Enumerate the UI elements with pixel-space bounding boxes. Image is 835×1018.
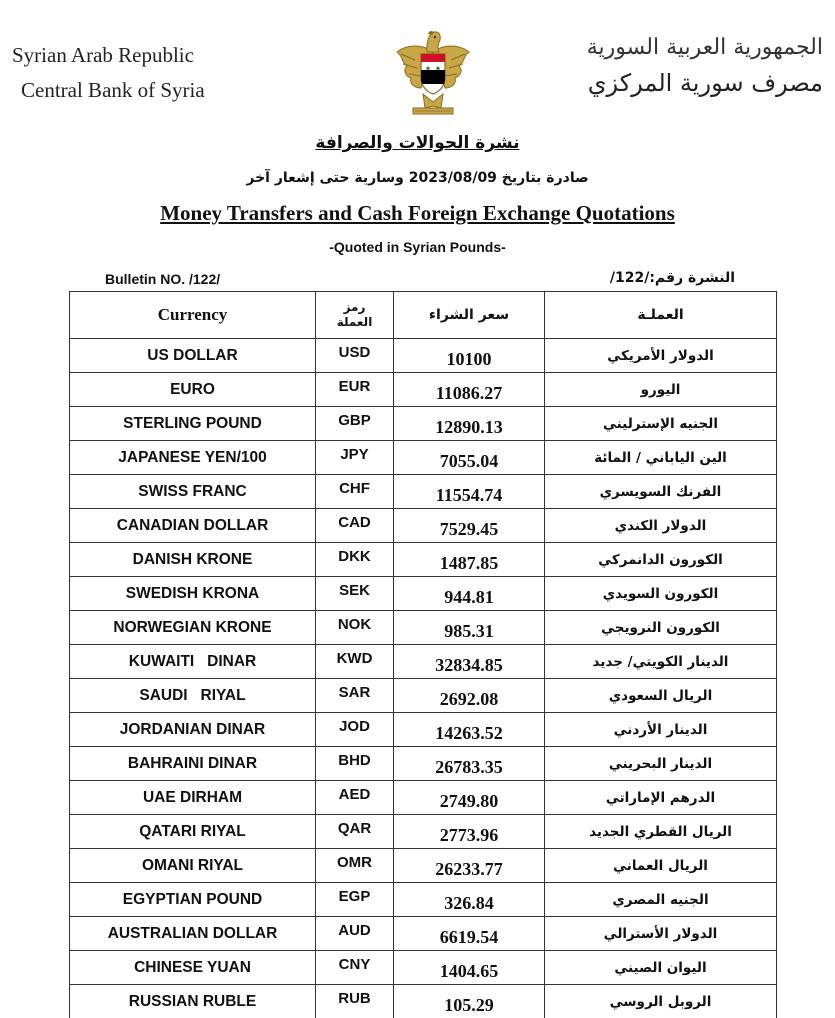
- table-row: [70, 373, 777, 407]
- currency-code: JPY: [316, 441, 394, 475]
- currency-name-en: OMANI RIYAL: [70, 849, 316, 883]
- currency-code: OMR: [316, 849, 394, 883]
- table-row: [70, 849, 777, 883]
- currency-name-en: SWISS FRANC: [70, 475, 316, 509]
- bulletin-number-ar: النشرة رقم:/122/: [609, 270, 735, 286]
- quoted-currency-note: -Quoted in Syrian Pounds-: [329, 239, 506, 255]
- table-row: [70, 747, 777, 781]
- currency-name-ar: الكورون النرويجي: [545, 611, 777, 645]
- table-row: [70, 407, 777, 441]
- currency-name-en: STERLING POUND: [70, 407, 316, 441]
- currency-name-en: UAE DIRHAM: [70, 781, 316, 815]
- currency-name-ar: الريال السعودي: [545, 679, 777, 713]
- buy-rate: 1404.65: [394, 951, 545, 985]
- table-row: [70, 815, 777, 849]
- buy-rate: 7055.04: [394, 441, 545, 475]
- currency-name-en: DANISH KRONE: [70, 543, 316, 577]
- header-buy-rate: سعر الشراء: [394, 292, 545, 339]
- currency-name-en: US DOLLAR: [70, 339, 316, 373]
- currency-name-ar: الجنيه الإسترليني: [545, 407, 777, 441]
- table-row: [70, 475, 777, 509]
- currency-name-ar: اليورو: [545, 373, 777, 407]
- exchange-rates-table: [69, 291, 777, 1018]
- currency-name-ar: الريال العماني: [545, 849, 777, 883]
- header-code-line1: رمز: [343, 300, 366, 314]
- currency-name-ar: الدولار الأمريكي: [545, 339, 777, 373]
- currency-name-en: KUWAITI DINAR: [70, 645, 316, 679]
- currency-code: BHD: [316, 747, 394, 781]
- table-row: [70, 577, 777, 611]
- currency-name-en: SWEDISH KRONA: [70, 577, 316, 611]
- currency-name-ar: الدينار الكويتي/ جديد: [545, 645, 777, 679]
- currency-name-en: JORDANIAN DINAR: [70, 713, 316, 747]
- currency-name-ar: الكورون الدانمركي: [545, 543, 777, 577]
- table-row: [70, 713, 777, 747]
- currency-code: GBP: [316, 407, 394, 441]
- country-name-en: Syrian Arab Republic: [12, 43, 194, 67]
- currency-name-ar: الدولار الأسترالي: [545, 917, 777, 951]
- currency-name-en: CANADIAN DOLLAR: [70, 509, 316, 543]
- currency-name-en: SAUDI RIYAL: [70, 679, 316, 713]
- buy-rate: 2692.08: [394, 679, 545, 713]
- table-row: [70, 679, 777, 713]
- buy-rate: 105.29: [394, 985, 545, 1018]
- table-row: [70, 441, 777, 475]
- buy-rate: 26233.77: [394, 849, 545, 883]
- table-row: [70, 509, 777, 543]
- buy-rate: 7529.45: [394, 509, 545, 543]
- currency-code: USD: [316, 339, 394, 373]
- table-row: [70, 645, 777, 679]
- bank-name-en: Central Bank of Syria: [21, 78, 205, 102]
- buy-rate: 14263.52: [394, 713, 545, 747]
- buy-rate: 26783.35: [394, 747, 545, 781]
- header-currency-code: [316, 292, 394, 339]
- bulletin-number-en: Bulletin NO. /122/: [105, 271, 221, 287]
- country-name-ar: الجمهورية العربية السورية: [586, 35, 823, 60]
- currency-name-ar: الدرهم الإماراتي: [545, 781, 777, 815]
- buy-rate: 2749.80: [394, 781, 545, 815]
- header-currency: Currency: [70, 292, 316, 339]
- table-row: [70, 611, 777, 645]
- currency-name-en: RUSSIAN RUBLE: [70, 985, 316, 1018]
- buy-rate: 10100: [394, 339, 545, 373]
- currency-code: RUB: [316, 985, 394, 1018]
- currency-code: EGP: [316, 883, 394, 917]
- eagle-emblem-icon: [393, 22, 473, 122]
- currency-code: CAD: [316, 509, 394, 543]
- currency-name-ar: الجنيه المصري: [545, 883, 777, 917]
- buy-rate: 11086.27: [394, 373, 545, 407]
- currency-name-ar: الدولار الكندي: [545, 509, 777, 543]
- currency-name-en: BAHRAINI DINAR: [70, 747, 316, 781]
- currency-name-ar: الين الياباني / المائة: [545, 441, 777, 475]
- currency-name-en: AUSTRALIAN DOLLAR: [70, 917, 316, 951]
- currency-name-en: NORWEGIAN KRONE: [70, 611, 316, 645]
- buy-rate: 985.31: [394, 611, 545, 645]
- table-row: [70, 339, 777, 373]
- currency-name-en: QATARI RIYAL: [70, 815, 316, 849]
- currency-name-ar: الريال القطري الجديد: [545, 815, 777, 849]
- currency-name-ar: الفرنك السويسري: [545, 475, 777, 509]
- currency-code: CNY: [316, 951, 394, 985]
- currency-code: CHF: [316, 475, 394, 509]
- bulletin-title-ar-text: نشرة الحوالات والصرافة: [315, 133, 520, 153]
- table-row: [70, 985, 777, 1018]
- table-row: [70, 917, 777, 951]
- currency-name-en: EGYPTIAN POUND: [70, 883, 316, 917]
- currency-code: SEK: [316, 577, 394, 611]
- buy-rate: 1487.85: [394, 543, 545, 577]
- header-code-line2: العملة: [336, 315, 373, 329]
- buy-rate: 12890.13: [394, 407, 545, 441]
- currency-code: EUR: [316, 373, 394, 407]
- currency-name-ar: الكورون السويدي: [545, 577, 777, 611]
- currency-name-ar: الروبل الروسي: [545, 985, 777, 1018]
- table-header-row: [70, 292, 777, 339]
- buy-rate: 6619.54: [394, 917, 545, 951]
- currency-name-en: JAPANESE YEN/100: [70, 441, 316, 475]
- table-row: [70, 951, 777, 985]
- currency-code: JOD: [316, 713, 394, 747]
- arabic-letterhead: [586, 30, 823, 100]
- buy-rate: 326.84: [394, 883, 545, 917]
- table-row: [70, 543, 777, 577]
- currency-code: QAR: [316, 815, 394, 849]
- english-letterhead: [12, 38, 242, 108]
- currency-name-ar: الدينار البحريني: [545, 747, 777, 781]
- currency-code: NOK: [316, 611, 394, 645]
- currency-name-ar: الدينار الأردني: [545, 713, 777, 747]
- currency-name-en: CHINESE YUAN: [70, 951, 316, 985]
- currency-name-ar: اليوان الصيني: [545, 951, 777, 985]
- bulletin-title-ar: [0, 131, 835, 155]
- currency-code: AED: [316, 781, 394, 815]
- currency-code: SAR: [316, 679, 394, 713]
- buy-rate: 32834.85: [394, 645, 545, 679]
- bulletin-title-en-text: Money Transfers and Cash Foreign Exchange Quotations: [160, 201, 675, 225]
- buy-rate: 944.81: [394, 577, 545, 611]
- header-currency-ar: العملـة: [545, 292, 777, 339]
- table-row: [70, 781, 777, 815]
- buy-rate: 2773.96: [394, 815, 545, 849]
- currency-code: AUD: [316, 917, 394, 951]
- currency-code: DKK: [316, 543, 394, 577]
- currency-code: KWD: [316, 645, 394, 679]
- bulletin-title-en: [0, 199, 835, 227]
- table-row: [70, 883, 777, 917]
- issued-date-ar: صادرة بتاريخ 2023/08/09 وسارية حتى إشعار آخر: [246, 170, 589, 186]
- bank-name-ar: مصرف سورية المركزي: [587, 69, 823, 97]
- currency-name-en: EURO: [70, 373, 316, 407]
- buy-rate: 11554.74: [394, 475, 545, 509]
